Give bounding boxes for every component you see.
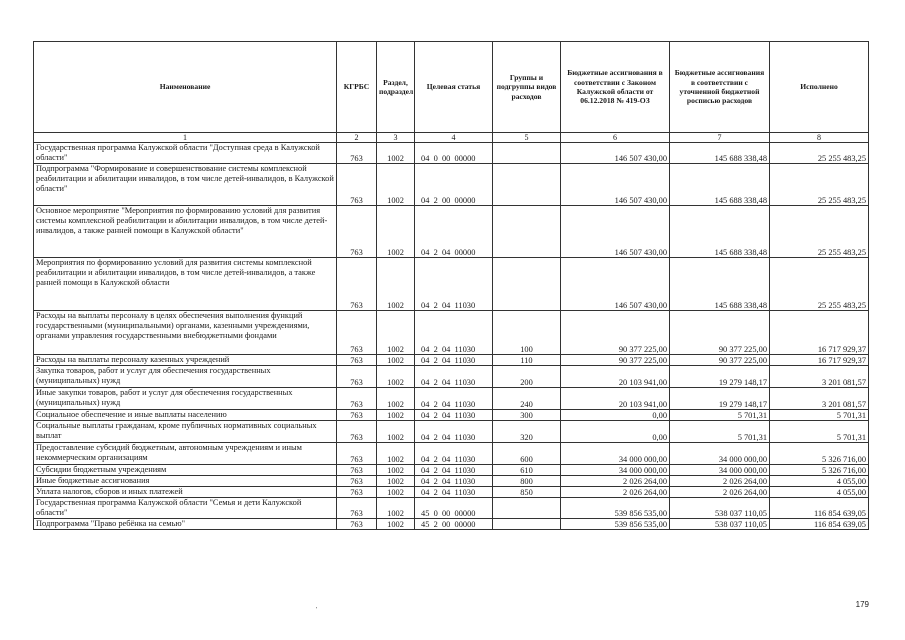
table-row	[34, 443, 869, 465]
row-section: 1002	[377, 311, 415, 355]
row-section: 1002	[377, 366, 415, 388]
row-kgrbs: 763	[337, 366, 377, 388]
row-plan-amount: 19 279 148,17	[670, 388, 770, 410]
row-group: 600	[493, 443, 561, 465]
row-kgrbs: 763	[337, 498, 377, 519]
row-done-amount: 116 854 639,05	[770, 519, 869, 530]
col-num: 8	[770, 133, 869, 143]
row-name: Иные закупки товаров, работ и услуг для обеспечения государственных (муниципальных) нужд	[34, 388, 337, 410]
row-name: Подпрограмма "Формирование и совершенствование системы комплексной реабилитации и абилитации инвалидов, в том числе детей-инвалидов, в Калужской области"	[34, 164, 337, 206]
row-target: 04 2 04 11030	[415, 410, 493, 421]
row-kgrbs: 763	[337, 443, 377, 465]
row-kgrbs: 763	[337, 487, 377, 498]
row-section: 1002	[377, 519, 415, 530]
row-kgrbs: 763	[337, 258, 377, 311]
row-target: 04 2 04 11030	[415, 258, 493, 311]
row-law-amount: 146 507 430,00	[561, 258, 670, 311]
row-done-amount: 25 255 483,25	[770, 164, 869, 206]
table-row	[34, 366, 869, 388]
col-num: 7	[670, 133, 770, 143]
row-plan-amount: 2 026 264,00	[670, 487, 770, 498]
col-header-kgrbs: КГРБС	[337, 42, 377, 133]
row-group	[493, 206, 561, 258]
row-done-amount: 116 854 639,05	[770, 498, 869, 519]
col-header-done: Исполнено	[770, 42, 869, 133]
row-section: 1002	[377, 498, 415, 519]
row-group	[493, 164, 561, 206]
row-plan-amount: 34 000 000,00	[670, 465, 770, 476]
row-group: 850	[493, 487, 561, 498]
row-law-amount: 0,00	[561, 410, 670, 421]
table-row	[34, 311, 869, 355]
col-num: 2	[337, 133, 377, 143]
row-kgrbs: 763	[337, 355, 377, 366]
row-target: 04 2 04 11030	[415, 366, 493, 388]
row-group: 100	[493, 311, 561, 355]
row-section: 1002	[377, 143, 415, 164]
row-kgrbs: 763	[337, 476, 377, 487]
row-group	[493, 519, 561, 530]
row-plan-amount: 538 037 110,05	[670, 519, 770, 530]
table-row	[34, 258, 869, 311]
scan-mark: '	[316, 607, 318, 613]
row-group: 610	[493, 465, 561, 476]
row-section: 1002	[377, 476, 415, 487]
row-group: 200	[493, 366, 561, 388]
row-plan-amount: 90 377 225,00	[670, 355, 770, 366]
row-section: 1002	[377, 410, 415, 421]
table-row	[34, 355, 869, 366]
row-target: 04 2 04 11030	[415, 421, 493, 443]
table-row	[34, 410, 869, 421]
row-target: 04 2 04 00000	[415, 206, 493, 258]
col-num: 6	[561, 133, 670, 143]
row-law-amount: 20 103 941,00	[561, 388, 670, 410]
row-law-amount: 34 000 000,00	[561, 465, 670, 476]
row-name: Субсидии бюджетным учреждениям	[34, 465, 337, 476]
table-row	[34, 206, 869, 258]
row-section: 1002	[377, 443, 415, 465]
table-row	[34, 164, 869, 206]
row-plan-amount: 145 688 338,48	[670, 258, 770, 311]
row-done-amount: 5 326 716,00	[770, 465, 869, 476]
col-header-section: Раздел, подраздел	[377, 42, 415, 133]
row-kgrbs: 763	[337, 143, 377, 164]
row-name: Социальные выплаты гражданам, кроме публичных нормативных социальных выплат	[34, 421, 337, 443]
table-row	[34, 519, 869, 530]
row-plan-amount: 90 377 225,00	[670, 311, 770, 355]
row-name: Уплата налогов, сборов и иных платежей	[34, 487, 337, 498]
row-law-amount: 146 507 430,00	[561, 143, 670, 164]
row-plan-amount: 145 688 338,48	[670, 143, 770, 164]
row-section: 1002	[377, 164, 415, 206]
row-law-amount: 539 856 535,00	[561, 519, 670, 530]
row-group: 800	[493, 476, 561, 487]
col-header-law: Бюджетные ассигнования в соответствии с Законом Калужской области от 06.12.2018 № 419-ОЗ	[561, 42, 670, 133]
row-target: 45 0 00 00000	[415, 498, 493, 519]
row-target: 45 2 00 00000	[415, 519, 493, 530]
row-law-amount: 90 377 225,00	[561, 311, 670, 355]
row-done-amount: 16 717 929,37	[770, 355, 869, 366]
table-row	[34, 465, 869, 476]
row-kgrbs: 763	[337, 410, 377, 421]
row-name: Расходы на выплаты персоналу казенных учреждений	[34, 355, 337, 366]
row-plan-amount: 5 701,31	[670, 421, 770, 443]
row-plan-amount: 145 688 338,48	[670, 206, 770, 258]
row-law-amount: 90 377 225,00	[561, 355, 670, 366]
row-done-amount: 4 055,00	[770, 487, 869, 498]
row-target: 04 2 04 11030	[415, 388, 493, 410]
col-header-group: Группы и подгруппы видов расходов	[493, 42, 561, 133]
col-header-target: Целевая статья	[415, 42, 493, 133]
row-target: 04 2 04 11030	[415, 355, 493, 366]
row-kgrbs: 763	[337, 311, 377, 355]
row-section: 1002	[377, 388, 415, 410]
table-row	[34, 143, 869, 164]
col-header-name: Наименование	[34, 42, 337, 133]
row-target: 04 2 04 11030	[415, 465, 493, 476]
row-done-amount: 25 255 483,25	[770, 258, 869, 311]
row-kgrbs: 763	[337, 206, 377, 258]
header-row	[34, 42, 869, 133]
row-law-amount: 2 026 264,00	[561, 476, 670, 487]
col-num: 3	[377, 133, 415, 143]
row-done-amount: 5 701,31	[770, 410, 869, 421]
row-name: Государственная программа Калужской области "Семья и дети Калужской области"	[34, 498, 337, 519]
row-name: Иные бюджетные ассигнования	[34, 476, 337, 487]
row-done-amount: 16 717 929,37	[770, 311, 869, 355]
table-row	[34, 498, 869, 519]
col-num: 4	[415, 133, 493, 143]
row-group: 320	[493, 421, 561, 443]
row-done-amount: 25 255 483,25	[770, 206, 869, 258]
row-target: 04 2 00 00000	[415, 164, 493, 206]
col-num: 1	[34, 133, 337, 143]
row-done-amount: 3 201 081,57	[770, 366, 869, 388]
page-number: 179	[855, 600, 869, 609]
row-law-amount: 2 026 264,00	[561, 487, 670, 498]
row-name: Основное мероприятие "Мероприятия по формированию условий для развития системы комплексной реабилитации и абилитации инвалидов, в том числе детей-инвалидов, а также ранней помощи в Калужской области"	[34, 206, 337, 258]
row-law-amount: 146 507 430,00	[561, 164, 670, 206]
row-name: Социальное обеспечение и иные выплаты населению	[34, 410, 337, 421]
row-group	[493, 258, 561, 311]
row-name: Расходы на выплаты персоналу в целях обеспечения выполнения функций государственными (муниципальными) органами, казенными учреждениями, органами управления государственными внебюджетными фондами	[34, 311, 337, 355]
row-name: Мероприятия по формированию условий для развития системы комплексной реабилитации и абилитации инвалидов, в том числе детей-инвалидов, а также ранней помощи в Калужской области	[34, 258, 337, 311]
row-law-amount: 146 507 430,00	[561, 206, 670, 258]
row-target: 04 2 04 11030	[415, 311, 493, 355]
row-target: 04 2 04 11030	[415, 443, 493, 465]
table-row	[34, 487, 869, 498]
row-plan-amount: 2 026 264,00	[670, 476, 770, 487]
row-kgrbs: 763	[337, 519, 377, 530]
row-plan-amount: 19 279 148,17	[670, 366, 770, 388]
row-kgrbs: 763	[337, 164, 377, 206]
row-group: 110	[493, 355, 561, 366]
row-kgrbs: 763	[337, 465, 377, 476]
row-done-amount: 5 326 716,00	[770, 443, 869, 465]
row-name: Подпрограмма "Право ребёнка на семью"	[34, 519, 337, 530]
row-law-amount: 34 000 000,00	[561, 443, 670, 465]
row-section: 1002	[377, 465, 415, 476]
row-section: 1002	[377, 487, 415, 498]
budget-table	[33, 41, 869, 530]
row-section: 1002	[377, 258, 415, 311]
row-plan-amount: 145 688 338,48	[670, 164, 770, 206]
row-target: 04 0 00 00000	[415, 143, 493, 164]
row-done-amount: 3 201 081,57	[770, 388, 869, 410]
row-name: Предоставление субсидий бюджетным, автономным учреждениям и иным некоммерческим организациям	[34, 443, 337, 465]
table-row	[34, 388, 869, 410]
row-target: 04 2 04 11030	[415, 476, 493, 487]
row-section: 1002	[377, 421, 415, 443]
row-name: Закупка товаров, работ и услуг для обеспечения государственных (муниципальных) нужд	[34, 366, 337, 388]
row-section: 1002	[377, 206, 415, 258]
row-kgrbs: 763	[337, 388, 377, 410]
table-row	[34, 421, 869, 443]
column-number-row	[34, 133, 869, 143]
row-law-amount: 20 103 941,00	[561, 366, 670, 388]
col-num: 5	[493, 133, 561, 143]
row-name: Государственная программа Калужской области "Доступная среда в Калужской области"	[34, 143, 337, 164]
row-plan-amount: 34 000 000,00	[670, 443, 770, 465]
row-group: 240	[493, 388, 561, 410]
row-done-amount: 5 701,31	[770, 421, 869, 443]
row-law-amount: 0,00	[561, 421, 670, 443]
row-plan-amount: 538 037 110,05	[670, 498, 770, 519]
row-done-amount: 25 255 483,25	[770, 143, 869, 164]
table-row	[34, 476, 869, 487]
row-section: 1002	[377, 355, 415, 366]
row-plan-amount: 5 701,31	[670, 410, 770, 421]
row-target: 04 2 04 11030	[415, 487, 493, 498]
row-group: 300	[493, 410, 561, 421]
row-law-amount: 539 856 535,00	[561, 498, 670, 519]
row-kgrbs: 763	[337, 421, 377, 443]
col-header-plan: Бюджетные ассигнования в соответствии с уточненной бюджетной росписью расходов	[670, 42, 770, 133]
row-group	[493, 143, 561, 164]
row-group	[493, 498, 561, 519]
row-done-amount: 4 055,00	[770, 476, 869, 487]
